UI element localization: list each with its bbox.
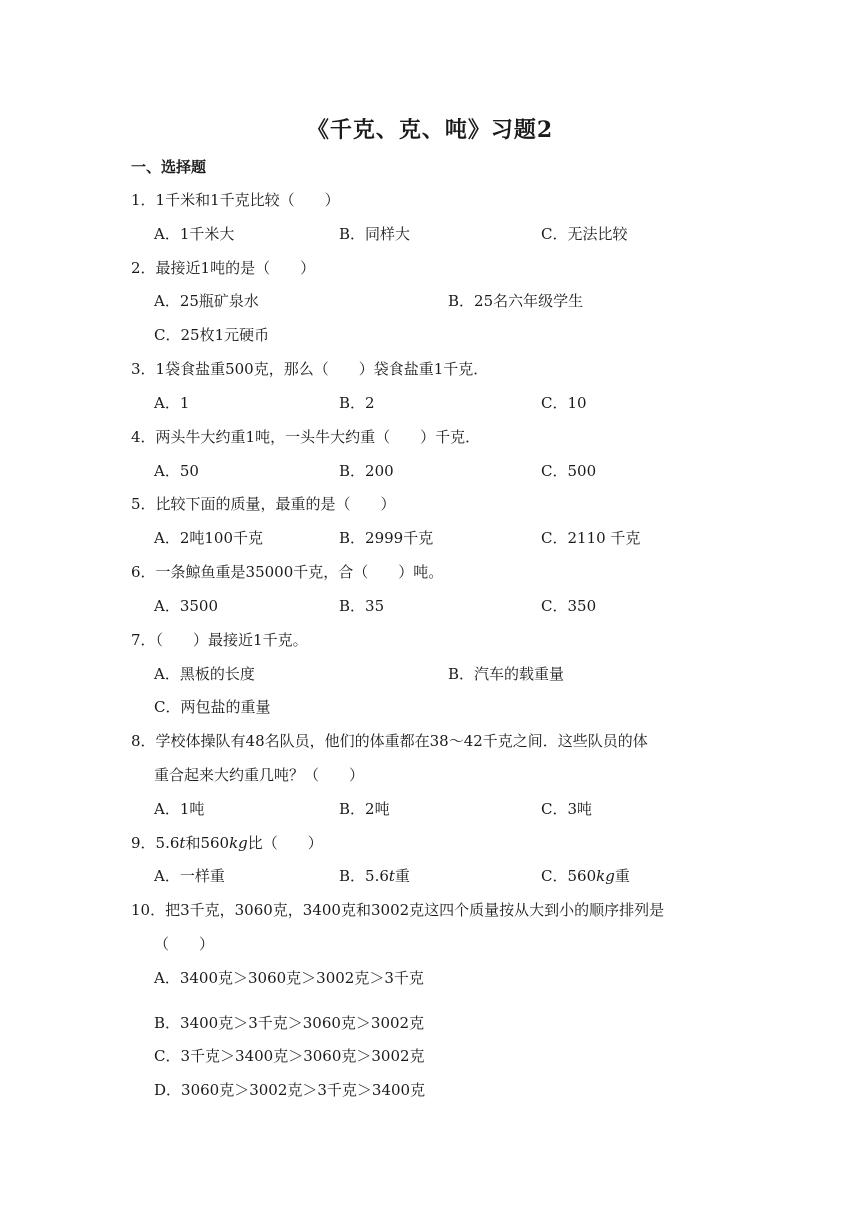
question-2-option-c: C．25枚1元硬币 [154,326,270,344]
question-9-option-c [541,866,630,886]
question-1-stem: 1．1千米和1千克比较（ ） [131,191,340,209]
question-9-option-c-part-a: C．560 [541,867,597,885]
question-9-stem [131,833,323,853]
question-10-option-c: C．3千克＞3400克＞3060克＞3002克 [154,1047,425,1065]
question-2-option-a: A．25瓶矿泉水 [154,292,259,310]
question-6-option-c: C．350 [541,597,597,615]
question-10-stem-continued: （ ） [154,935,215,953]
question-9-option-c-part-b: 重 [614,867,630,885]
question-9-option-b-part-a: B．5.6 [339,867,389,885]
unit-kg: kg [596,867,615,885]
unit-kg: kg [229,834,248,852]
page-title: 《千克、克、吨》习题2 [306,117,554,143]
question-6-option-b: B．35 [339,597,385,615]
question-9-stem-part-b: 和560 [185,834,230,852]
unit-t: t [179,834,186,852]
question-1-option-c: C．无法比较 [541,225,628,243]
question-10-option-a: A．3400克＞3060克＞3002克＞3千克 [154,969,424,987]
question-1-option-b: B．同样大 [339,225,411,243]
question-10-option-b: B．3400克＞3千克＞3060克＞3002克 [154,1014,425,1032]
question-4-stem: 4．两头牛大约重1吨，一头牛大约重（ ）千克． [131,428,481,446]
question-4-option-a: A．50 [154,462,199,480]
question-5-option-a: A．2吨100千克 [154,529,264,547]
question-3-option-b: B．2 [339,394,375,412]
question-2-stem: 2．最接近1吨的是（ ） [131,259,316,277]
question-9-stem-part-a: 9．5.6 [131,834,180,852]
question-2-option-b: B．25名六年级学生 [448,292,584,310]
question-7-option-c: C．两包盐的重量 [154,698,271,716]
question-8-option-a: A．1吨 [154,800,205,818]
section-heading: 一、选择题 [131,158,207,176]
question-9-option-b-part-b: 重 [394,867,410,885]
question-7-stem: 7．（ ）最接近1千克。 [131,631,308,649]
question-9-option-b [339,866,410,886]
question-8-stem-continued: 重合起来大约重几吨？（ ） [154,766,365,784]
question-10-option-d: D．3060克＞3002克＞3千克＞3400克 [154,1081,426,1099]
question-7-option-b: B．汽车的载重量 [448,665,565,683]
question-8-option-b: B．2吨 [339,800,390,818]
question-7-option-a: A．黑板的长度 [154,665,255,683]
question-9-stem-part-c: 比（ ） [247,834,323,852]
question-6-option-a: A．3500 [154,597,219,615]
unit-t: t [388,867,395,885]
question-9-option-a: A．一样重 [154,867,225,885]
question-3-stem: 3．1袋食盐重500克，那么（ ）袋食盐重1千克． [131,360,489,378]
question-8-option-c: C．3吨 [541,800,593,818]
question-5-option-b: B．2999千克 [339,529,434,547]
question-8-stem: 8．学校体操队有48名队员，他们的体重都在38～42千克之间．这些队员的体 [131,732,648,750]
question-4-option-c: C．500 [541,462,597,480]
question-1-option-a: A．1千米大 [154,225,235,243]
question-10-stem: 10．把3千克，3060克，3400克和3002克这四个质量按从大到小的顺序排列是 [131,901,665,919]
question-3-option-a: A．1 [154,394,190,412]
question-3-option-c: C．10 [541,394,587,412]
question-5-stem: 5．比较下面的质量，最重的是（ ） [131,495,396,513]
question-6-stem: 6．一条鲸鱼重是35000千克，合（ ）吨。 [131,563,444,581]
question-5-option-c: C．2110 千克 [541,529,641,547]
question-4-option-b: B．200 [339,462,394,480]
